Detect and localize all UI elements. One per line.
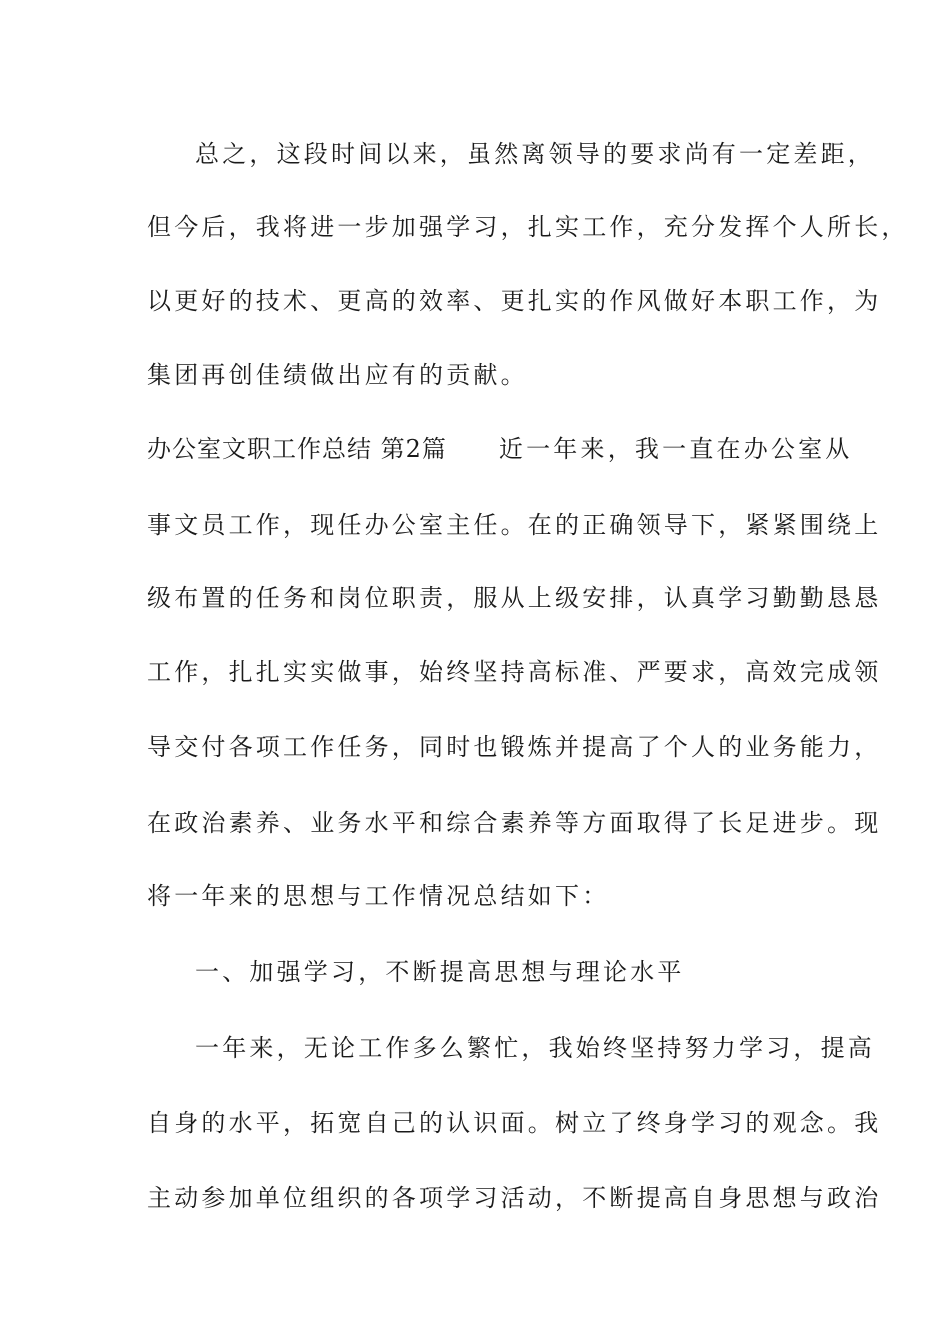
- paragraph-line: 导交付各项工作任务，同时也锻炼并提高了个人的业务能力，: [147, 733, 882, 761]
- paragraph-line: 但今后，我将进一步加强学习，扎实工作，充分发挥个人所长，: [147, 213, 909, 241]
- paragraph-line: 以更好的技术、更高的效率、更扎实的作风做好本职工作，为: [147, 287, 882, 315]
- section-heading-line: [147, 433, 853, 465]
- section-heading: 办公室文职工作总结 第2篇: [147, 435, 447, 463]
- paragraph-line: 集团再创佳绩做出应有的贡献。: [147, 361, 528, 389]
- paragraph-line: 将一年来的思想与工作情况总结如下：: [147, 882, 610, 910]
- paragraph-line: 一年来，无论工作多么繁忙，我始终坚持努力学习，提高: [195, 1034, 875, 1062]
- subheading: 一、加强学习，不断提高思想与理论水平: [195, 958, 685, 986]
- paragraph-line: 总之，这段时间以来，虽然离领导的要求尚有一定差距，: [195, 140, 875, 168]
- paragraph-line: 工作，扎扎实实做事，始终坚持高标准、严要求，高效完成领: [147, 658, 882, 686]
- paragraph-line: 主动参加单位组织的各项学习活动，不断提高自身思想与政治: [147, 1184, 882, 1212]
- paragraph-line: 事文员工作，现任办公室主任。在的正确领导下，紧紧围绕上: [147, 511, 882, 539]
- paragraph-line: 级布置的任务和岗位职责，服从上级安排，认真学习勤勤恳恳: [147, 584, 882, 612]
- paragraph-line: 在政治素养、业务水平和综合素养等方面取得了长足进步。现: [147, 809, 882, 837]
- paragraph-line: 自身的水平，拓宽自己的认识面。树立了终身学习的观念。我: [147, 1109, 882, 1137]
- paragraph-line: 近一年来，我一直在办公室从: [498, 435, 853, 463]
